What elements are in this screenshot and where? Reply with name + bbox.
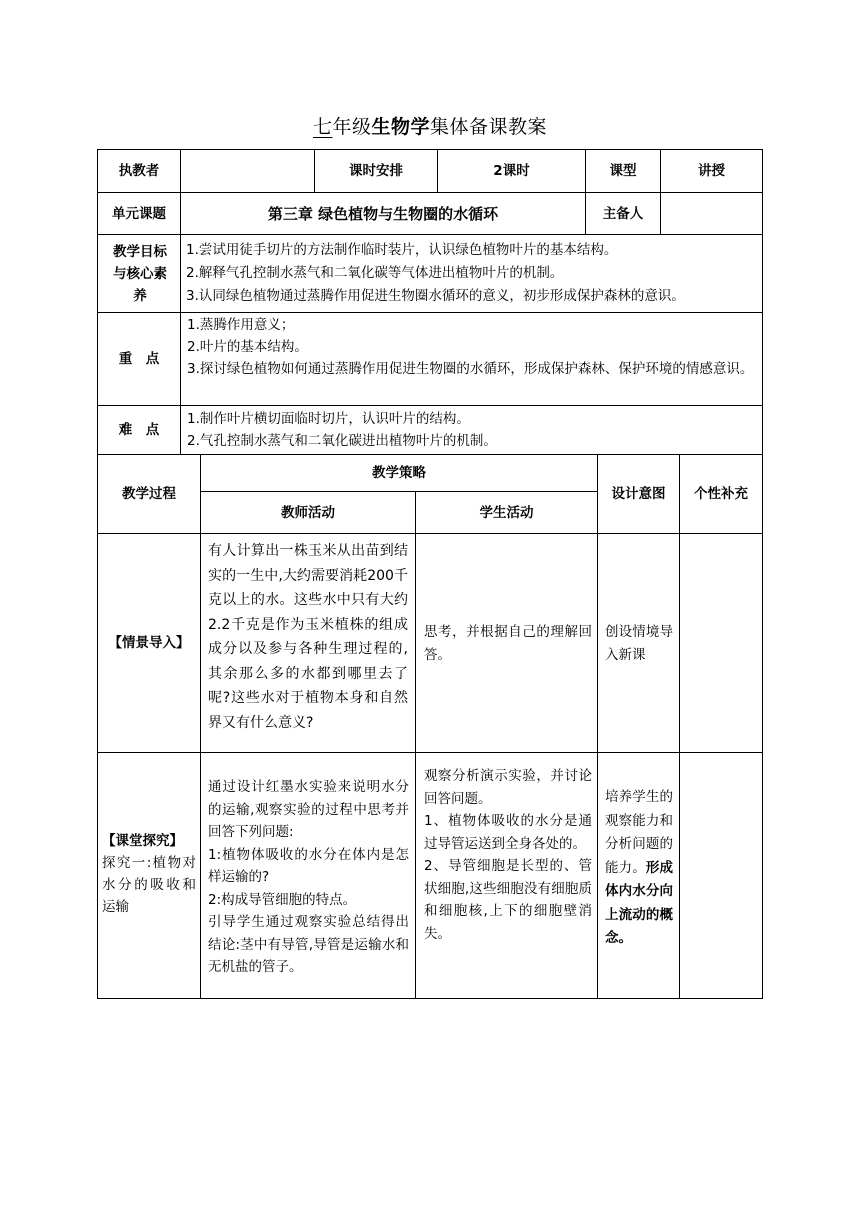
key-point-item: 2.叶片的基本结构。 xyxy=(187,339,308,355)
stage-intro-title: 【情景导入】 xyxy=(108,635,190,651)
stage-explore-subtitle: 探究一:植物对水分的吸收和运输 xyxy=(102,855,196,915)
table-border xyxy=(97,405,763,406)
explore-design-intent xyxy=(605,786,673,951)
explore-teacher-activity: 通过设计红墨水实验来说明水分的运输,观察实验的过程中思考并回答下列问题: 1:植物体吸收的水分在体内是怎样运输的? 2:构成导管细胞的特点。 引导学生通过观察实验总结得出结论:茎中有导管,导管是运输水和无机盐的管子。 xyxy=(208,779,409,975)
table-border xyxy=(97,312,763,313)
explore-intent-bold: 形成体内水分向上流动的概念。 xyxy=(605,859,673,946)
key-point-item: 1.蒸腾作用意义； xyxy=(187,317,295,333)
design-intent-header: 设计意图 xyxy=(611,486,666,502)
key-points-list xyxy=(187,314,757,380)
difficulties-list xyxy=(187,408,757,452)
goal-item: 3.认同绿色植物通过蒸腾作用促进生物圈水循环的意义，初步形成保护森林的意识。 xyxy=(186,288,685,304)
goal-item: 2.解释气孔控制水蒸气和二氧化碳等气体进出植物叶片的机制。 xyxy=(186,265,564,281)
strategy-header: 教学策略 xyxy=(372,465,426,481)
table-border xyxy=(180,234,181,454)
key-points-label: 重 点 xyxy=(118,351,160,367)
intro-teacher-activity: 有人计算出一株玉米从出苗到结实的一生中,大约需要消耗200千克以上的水。这些水中只有大约2.2千克是作为玉米植株的组成成分以及参与各种生理过程的,其余那么多的水都到哪里去了呢?这些水对于植物本身和自然界又有什么意义? xyxy=(208,543,408,731)
intro-design-intent: 创设情境导入新课 xyxy=(605,624,673,663)
goal-item: 1.尝试用徒手切片的方法制作临时装片，认识绿色植物叶片的基本结构。 xyxy=(186,242,618,258)
teacher-activity-header: 教师活动 xyxy=(281,504,335,521)
title-grade-number: 七 xyxy=(312,116,333,138)
unit-label: 单元课题 xyxy=(112,205,166,222)
table-border xyxy=(97,234,763,235)
difficulty-item: 2.气孔控制水蒸气和二氧化碳进出植物叶片的机制。 xyxy=(187,433,497,449)
goals-label: 教学目标与核心素养 xyxy=(113,243,167,304)
goals-list xyxy=(186,239,760,308)
unit-value: 第三章 绿色植物与生物圈的水循环 xyxy=(267,204,499,223)
intro-student-activity: 思考，并根据自己的理解回答。 xyxy=(424,624,592,663)
teacher-label: 执教者 xyxy=(118,163,160,179)
table-border xyxy=(597,454,598,998)
schedule-label: 课时安排 xyxy=(349,163,403,179)
stage-explore-title: 【课堂探究】 xyxy=(102,833,183,849)
lesson-type-label: 课型 xyxy=(609,163,637,179)
table-border xyxy=(762,149,763,999)
explore-student-activity: 观察分析演示实验，并讨论回答问题。 1、植物体吸收的水分是通过导管运送到全身各处的。 2、导管细胞是长型的、管状细胞,这些细胞没有细胞质和细胞核,上下的细胞壁消失。 xyxy=(424,768,592,942)
table-border xyxy=(679,454,680,998)
preparer-value xyxy=(661,193,762,234)
student-activity-header: 学生活动 xyxy=(479,504,534,521)
schedule-value: 2课时 xyxy=(493,163,530,179)
table-border xyxy=(200,454,201,998)
difficulty-item: 1.制作叶片横切面临时切片，认识叶片的结构。 xyxy=(187,411,470,427)
title-grade-suffix: 年级 xyxy=(332,116,372,138)
key-point-item: 3.探讨绿色植物如何通过蒸腾作用促进生物圈的水循环，形成保护森林、保护环境的情感意识。 xyxy=(187,361,754,377)
lesson-type-value: 讲授 xyxy=(698,163,725,179)
preparer-label: 主备人 xyxy=(602,205,644,222)
difficulties-label: 难 点 xyxy=(118,422,160,438)
table-border xyxy=(97,752,763,753)
personal-header: 个性补充 xyxy=(694,486,748,502)
stage-explore xyxy=(102,830,196,918)
teacher-value xyxy=(181,150,314,192)
title-rest: 集体备课教案 xyxy=(430,116,548,138)
table-border xyxy=(415,491,416,998)
explore-intent-text: 培养学生的观察能力和分析问题的能力。 xyxy=(605,789,673,876)
table-border xyxy=(97,998,763,999)
process-header: 教学过程 xyxy=(122,486,176,502)
title-subject: 生物学 xyxy=(371,116,431,138)
